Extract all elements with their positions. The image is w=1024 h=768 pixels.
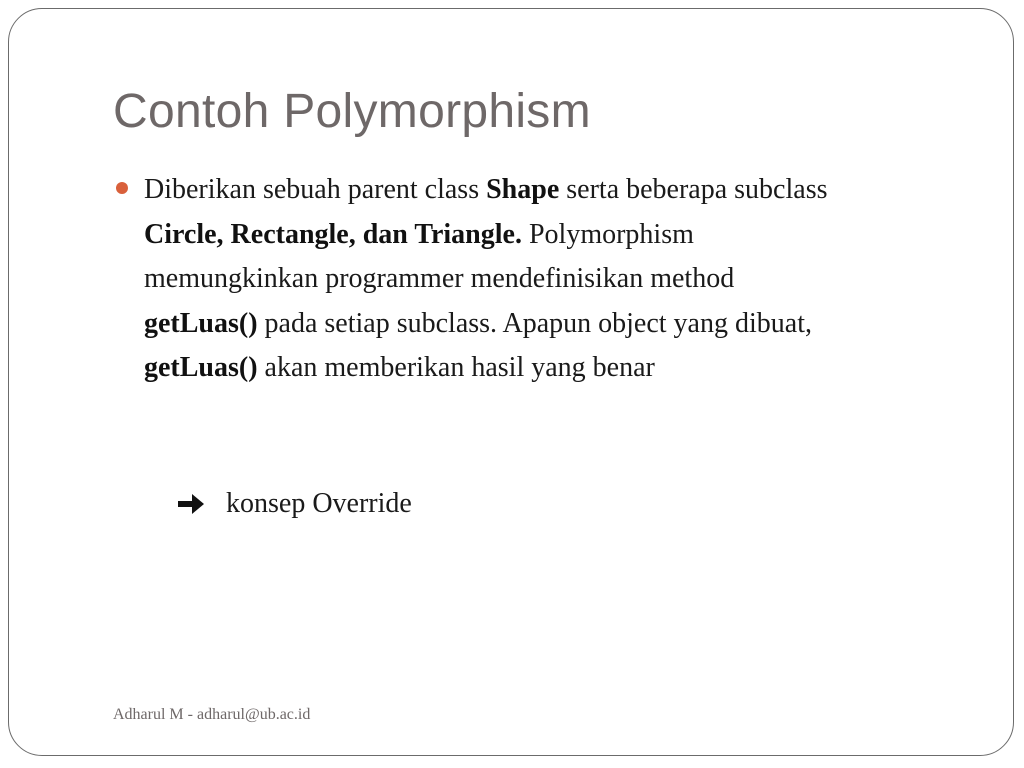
keyword-shape: Shape <box>486 174 560 205</box>
slide-title: Contoh Polymorphism <box>113 85 591 138</box>
slide-footer: Adharul M - adharul@ub.ac.id <box>113 706 311 723</box>
keyword-getluas: getLuas() <box>144 307 258 339</box>
bullet-line-3: memungkinkan programmer mendefinisikan method <box>144 263 735 294</box>
bullet-line-2: Circle, Rectangle, dan Triangle. Polymorphism <box>144 218 694 250</box>
override-text: konsep Override <box>226 488 412 519</box>
bullet-text <box>144 168 974 391</box>
bullet-line-1: Diberikan sebuah parent class Shape serta beberapa subclass <box>144 174 828 205</box>
keyword-subclasses: Circle, Rectangle, dan Triangle. <box>144 218 522 250</box>
override-note <box>176 488 412 520</box>
right-arrow-icon <box>176 491 206 517</box>
keyword-getluas: getLuas() <box>144 352 258 383</box>
bullet-dot-icon <box>116 182 128 194</box>
bullet-line-5: getLuas() akan memberikan hasil yang benar <box>144 352 655 383</box>
bullet-line-4: getLuas() pada setiap subclass. Apapun object yang dibuat, <box>144 307 812 339</box>
